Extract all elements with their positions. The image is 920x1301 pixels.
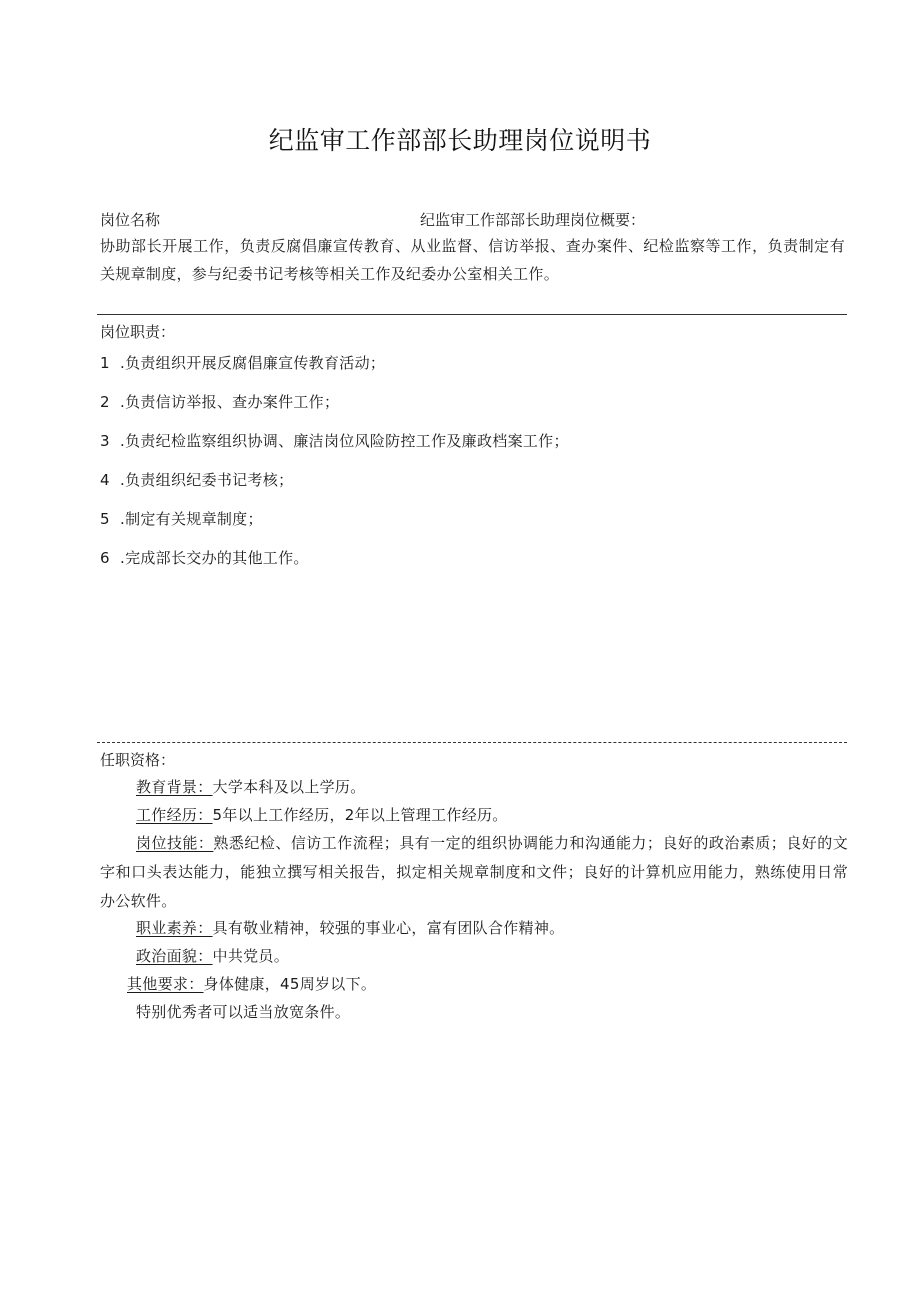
duty-number: 1 [100, 354, 110, 372]
other-value: 身体健康，45周岁以下。 [203, 975, 377, 993]
duty-text: .制定有关规章制度； [120, 510, 263, 528]
experience-value: 5年以上工作经历，2年以上管理工作经历。 [212, 806, 508, 824]
duties-heading: 岗位职责： [100, 323, 176, 341]
duty-text: .负责信访举报、查办案件工作； [120, 393, 340, 411]
duty-text: .负责纪检监察组织协调、廉洁岗位风险防控工作及廉政档案工作； [120, 432, 569, 450]
overview-label: 纪监审工作部部长助理岗位概要： [420, 211, 646, 229]
duty-number: 4 [100, 471, 110, 489]
duty-number: 5 [100, 510, 110, 528]
other-label: 其他要求： [127, 975, 204, 993]
political-value: 中共党员。 [212, 947, 290, 965]
duty-number: 2 [100, 393, 110, 411]
duty-item [100, 547, 309, 569]
note-row: 特别优秀者可以适当放宽条件。 [136, 1003, 351, 1021]
quality-label: 职业素养： [136, 919, 213, 937]
quality-row [136, 914, 564, 942]
skills-paragraph [100, 829, 848, 916]
duty-item [100, 469, 293, 491]
document-title: 纪监审工作部部长助理岗位说明书 [268, 126, 652, 155]
duty-item [100, 391, 339, 413]
experience-row [136, 801, 508, 829]
duty-text: .负责组织纪委书记考核； [120, 471, 294, 489]
duty-item [100, 508, 263, 530]
other-row [127, 970, 376, 998]
duty-number: 6 [100, 549, 110, 567]
political-label: 政治面貌： [136, 947, 213, 965]
duty-text: .完成部长交办的其他工作。 [120, 549, 309, 567]
section-divider [97, 314, 847, 315]
duty-text: .负责组织开展反腐倡廉宣传教育活动； [120, 354, 386, 372]
qualifications-heading: 任职资格： [100, 751, 176, 769]
skills-label: 岗位技能： [136, 834, 214, 852]
education-value: 大学本科及以上学历。 [212, 778, 366, 796]
duty-item [100, 352, 385, 374]
section-divider [97, 742, 847, 743]
quality-value: 具有敬业精神，较强的事业心，富有团队合作精神。 [212, 919, 565, 937]
political-row [136, 942, 289, 970]
education-row [136, 773, 366, 801]
duty-number: 3 [100, 432, 110, 450]
position-name-label: 岗位名称 [100, 211, 161, 229]
education-label: 教育背景： [136, 778, 213, 796]
overview-text: 协助部长开展工作，负责反腐倡廉宣传教育、从业监督、信访举报、查办案件、纪检监察等工作，负责制定有关规章制度，参与纪委书记考核等相关工作及纪委办公室相关工作。 [100, 237, 845, 283]
skills-value: 熟悉纪检、信访工作流程；具有一定的组织协调能力和沟通能力；良好的政治素质；良好的文字和口头表达能力，能独立撰写相关报告，拟定相关规章制度和文件；良好的计算机应用能力，熟练使用日常办公软件。 [100, 834, 848, 910]
duty-item [100, 430, 569, 452]
experience-label: 工作经历： [136, 806, 213, 824]
